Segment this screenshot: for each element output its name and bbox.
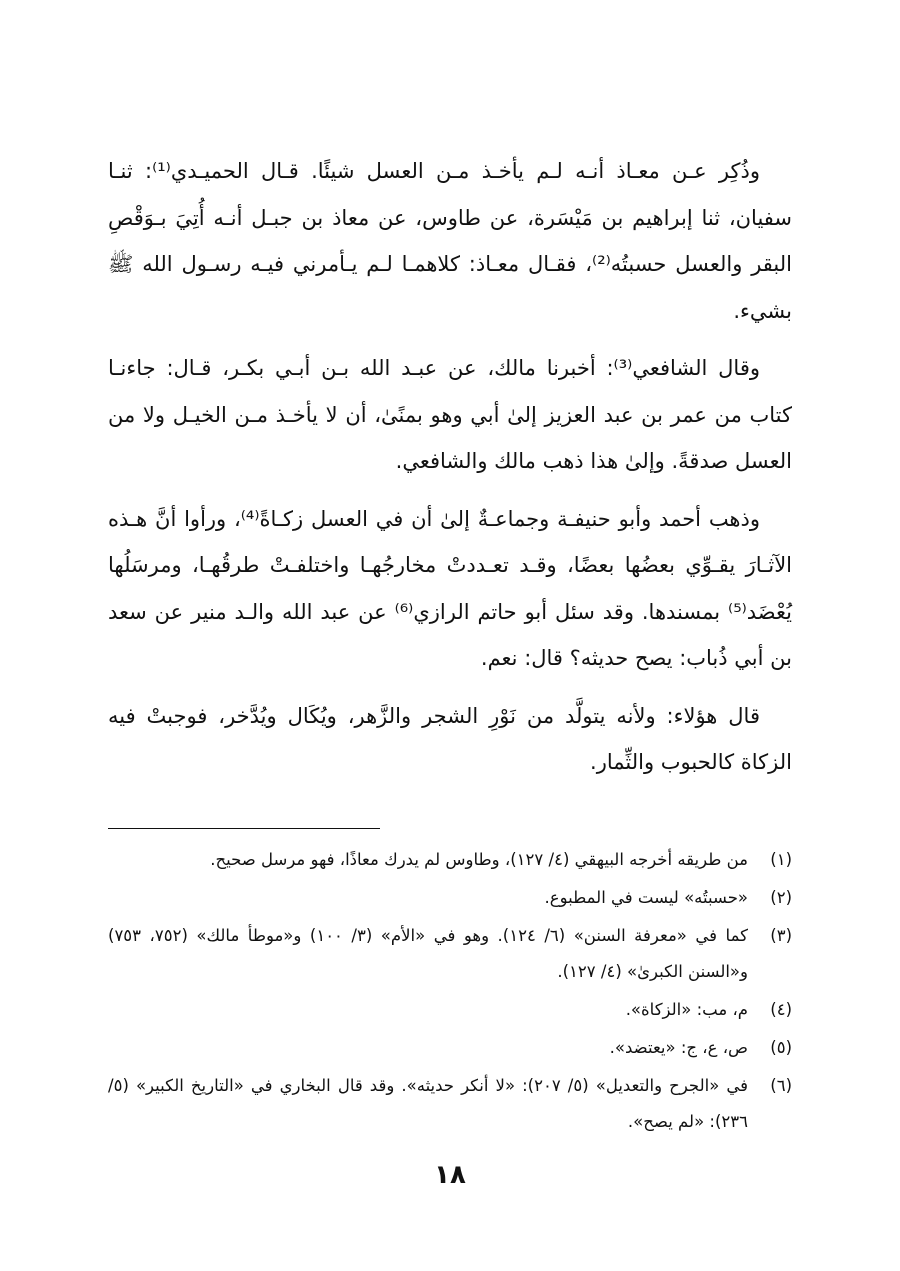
page-content xyxy=(108,148,792,1131)
footnote-number: (٤) xyxy=(770,1000,792,1019)
body-paragraph: وذهب أحمد وأبو حنيفـة وجماعـةٌ إلىٰ أن في العسل زكـاةً⁽⁴⁾، ورأوا أنَّ هـذه الآثـارَ يقـوِّي بعضُها بعضًا، وقـد تعـددتْ مخارجُهـا واختلفـتْ طرقُهـا، ومرسَلُها يُعْضَد⁽⁵⁾ بمسندها. وقد سئل أبو حاتم الرازي⁽⁶⁾ عن عبد الله والـد منير عن سعد بن أبي ذُباب: يصح حديثه؟ قال: نعم. xyxy=(108,506,792,670)
body-paragraph: وذُكِر عـن معـاذ أنـه لـم يأخـذ مـن العسل شيئًا. قـال الحميـدي⁽¹⁾: ثنـا سفيان، ثنا إبراهيم بن مَيْسَرة، عن طاوس، عن معاذ بن جبـل أنـه أُتِيَ بـوَقْصِ البقر والعسل حسبتُه⁽²⁾، فقـال معـاذ: كلاهمـا لـم يـأمرني فيـه رسـول الله ﷺ بشيء. xyxy=(108,159,792,323)
body-paragraph: وقال الشافعي⁽³⁾: أخبرنا مالك، عن عبـد الله بـن أبـي بكـر، قـال: جاءنـا كتاب من عمر بن عبد العزيز إلىٰ أبي وهو بمنًىٰ، أن لا يأخـذ مـن الخيـل ولا من العسل صدقةً. وإلىٰ هذا ذهب مالك والشافعي. xyxy=(108,356,792,473)
page-number: ١٨ xyxy=(434,1160,466,1190)
footnote-number: (٣) xyxy=(770,926,792,945)
footnote-number: (٢) xyxy=(770,888,792,907)
footnote-text: م، مب: «الزكاة». xyxy=(625,1000,748,1019)
footnote-number: (٥) xyxy=(770,1038,792,1057)
footnote xyxy=(108,918,792,990)
body-paragraph: قال هؤلاء: ولأنه يتولَّد من نَوْرِ الشجر والزَّهر، ويُكَال ويُدَّخر، فوجبتْ فيه الزكاة كالحبوب والثِّمار. xyxy=(108,703,792,774)
footnote xyxy=(108,842,792,878)
footnote-number: (١) xyxy=(770,850,792,869)
footnote xyxy=(108,1068,792,1140)
footnote xyxy=(108,992,792,1028)
footnote xyxy=(108,1030,792,1066)
footnote-number: (٦) xyxy=(770,1076,792,1095)
footnote-text: ص، ع، ج: «يعتضد». xyxy=(609,1038,748,1057)
footnote-text: في «الجرح والتعديل» (٥/ ٢٠٧): «لا أنكر حديثه». وقد قال البخاري في «التاريخ الكبير» (٥/ ٢٣٦): «لم يصح». xyxy=(108,1076,748,1131)
footnote-text: من طريقه أخرجه البيهقي (٤/ ١٢٧)، وطاوس لم يدرك معاذًا، فهو مرسل صحيح. xyxy=(210,850,748,869)
footnote-text: كما في «معرفة السنن» (٦/ ١٢٤). وهو في «الأم» (٣/ ١٠٠) و«موطأ مالك» (٧٥٢، ٧٥٣) و«السنن الكبرىٰ» (٤/ ١٢٧). xyxy=(108,926,748,981)
footnote-text: «حسبتُه» ليست في المطبوع. xyxy=(544,888,748,907)
footnotes xyxy=(108,842,792,1142)
footnote xyxy=(108,880,792,916)
footnote-separator xyxy=(108,828,380,829)
